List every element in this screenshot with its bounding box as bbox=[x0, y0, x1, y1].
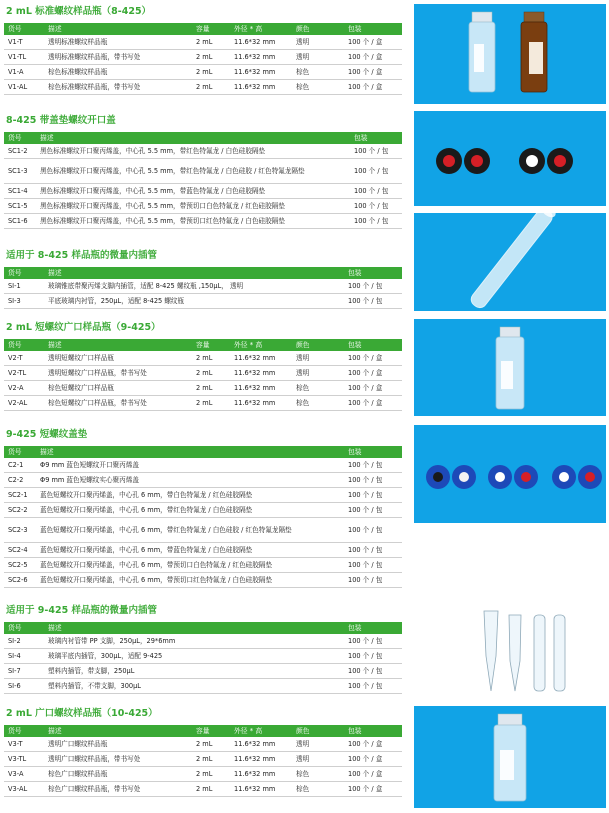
table-row bbox=[4, 80, 402, 95]
micro-inserts-image bbox=[414, 601, 606, 699]
cell-volume: 2 mL bbox=[192, 737, 230, 752]
cell-sku: SI-6 bbox=[4, 679, 44, 694]
cell-sku: SC1-3 bbox=[4, 159, 36, 184]
table-row bbox=[4, 50, 402, 65]
table-row bbox=[4, 503, 402, 518]
cell-volume: 2 mL bbox=[192, 366, 230, 381]
product-table bbox=[4, 446, 402, 588]
table-row bbox=[4, 473, 402, 488]
cell-sku: V2-A bbox=[4, 381, 44, 396]
cell-volume: 2 mL bbox=[192, 767, 230, 782]
cell-sku: SC2-1 bbox=[4, 488, 36, 503]
blue-caps-image bbox=[414, 425, 606, 523]
cell-pack: 100 个 / 盒 bbox=[344, 396, 402, 411]
section-si-9425 bbox=[4, 603, 402, 694]
cell-size: 11.6*32 mm bbox=[230, 767, 292, 782]
table-row bbox=[4, 144, 402, 159]
photo-inserts-si2 bbox=[414, 601, 606, 699]
cell-sku: V1-T bbox=[4, 35, 44, 50]
cell-size: 11.6*32 mm bbox=[230, 752, 292, 767]
cell-desc: 蓝色短螺纹开口聚丙烯盖，中心孔 6 mm，带预切口白色特氟龙 / 红色硅胶隔垫 bbox=[36, 558, 344, 573]
table-row bbox=[4, 199, 402, 214]
table-row bbox=[4, 664, 402, 679]
cell-sku: V3-TL bbox=[4, 752, 44, 767]
cell-sku: SC2-6 bbox=[4, 573, 36, 588]
cell-size: 11.6*32 mm bbox=[230, 737, 292, 752]
cell-desc: 透明标准螺纹样品瓶 bbox=[44, 35, 192, 50]
table-row bbox=[4, 351, 402, 366]
product-table bbox=[4, 339, 402, 411]
cell-desc: 棕色短螺纹广口样品瓶，带书写处 bbox=[44, 396, 192, 411]
cell-desc: 塑料内插管，不带支脚，300µL bbox=[44, 679, 344, 694]
cell-sku: SI-4 bbox=[4, 649, 44, 664]
cell-pack: 100 个 / 包 bbox=[344, 488, 402, 503]
cell-sku: C2-2 bbox=[4, 473, 36, 488]
cell-desc: 黑色标准螺纹开口聚丙烯盖，中心孔 5.5 mm，带红色特氟龙 / 白色硅胶 / 红色特氟龙隔垫 bbox=[36, 159, 350, 184]
table-row bbox=[4, 737, 402, 752]
product-table bbox=[4, 132, 402, 229]
section-title: 2 mL 标准螺纹样品瓶（8-425） bbox=[6, 6, 152, 17]
cell-desc: 玻璃锥底带聚丙烯支脚内插管，适配 8-425 螺纹瓶 ,150µL， 透明 bbox=[44, 279, 344, 294]
cell-sku: SC1-5 bbox=[4, 199, 36, 214]
cell-pack: 100 个 / 盒 bbox=[344, 65, 402, 80]
cell-sku: SC2-2 bbox=[4, 503, 36, 518]
col-header: 包装 bbox=[344, 267, 402, 279]
cell-pack: 100 个 / 包 bbox=[344, 664, 402, 679]
cell-pack: 100 个 / 盒 bbox=[344, 381, 402, 396]
cell-pack: 100 个 / 包 bbox=[344, 543, 402, 558]
product-table bbox=[4, 622, 402, 694]
col-header: 包装 bbox=[344, 339, 402, 351]
cell-desc: 蓝色短螺纹开口聚丙烯盖，中心孔 6 mm，带蓝色特氟龙 / 白色硅胶隔垫 bbox=[36, 543, 344, 558]
cell-pack: 100 个 / 包 bbox=[350, 199, 402, 214]
cell-color: 棕色 bbox=[292, 65, 344, 80]
cell-pack: 100 个 / 包 bbox=[344, 294, 402, 309]
col-header: 描述 bbox=[36, 132, 350, 144]
cell-size: 11.6*32 mm bbox=[230, 396, 292, 411]
cell-desc: 透明广口螺纹样品瓶 bbox=[44, 737, 192, 752]
cell-size: 11.6*32 mm bbox=[230, 65, 292, 80]
cell-color: 棕色 bbox=[292, 782, 344, 797]
table-row bbox=[4, 782, 402, 797]
cell-sku: V2-AL bbox=[4, 396, 44, 411]
cell-desc: 棕色标准螺纹样品瓶，带书写处 bbox=[44, 80, 192, 95]
cell-pack: 100 个 / 盒 bbox=[344, 35, 402, 50]
cell-size: 11.6*32 mm bbox=[230, 351, 292, 366]
col-header: 容量 bbox=[192, 339, 230, 351]
cell-desc: 平底玻璃内衬管，250µL，适配 8-425 螺纹瓶 bbox=[44, 294, 344, 309]
cell-desc: 透明短螺纹广口样品瓶 bbox=[44, 351, 192, 366]
cell-color: 棕色 bbox=[292, 80, 344, 95]
cell-pack: 100 个 / 包 bbox=[344, 573, 402, 588]
cell-color: 透明 bbox=[292, 752, 344, 767]
section-title: 2 mL 短螺纹广口样品瓶（9-425） bbox=[6, 322, 161, 333]
photo-insert-si1 bbox=[414, 213, 606, 311]
cell-pack: 100 个 / 盒 bbox=[344, 80, 402, 95]
cell-sku: SC1-6 bbox=[4, 214, 36, 229]
cell-sku: SI-2 bbox=[4, 634, 44, 649]
short-thread-vial-image bbox=[414, 319, 606, 416]
cell-sku: SI-3 bbox=[4, 294, 44, 309]
table-row bbox=[4, 543, 402, 558]
cell-desc: 塑料内插管，带支脚，250µL bbox=[44, 664, 344, 679]
cell-pack: 100 个 / 包 bbox=[350, 214, 402, 229]
cell-sku: SI-1 bbox=[4, 279, 44, 294]
col-header: 包装 bbox=[344, 446, 402, 458]
table-row bbox=[4, 634, 402, 649]
table-row bbox=[4, 558, 402, 573]
table-row bbox=[4, 366, 402, 381]
cell-pack: 100 个 / 包 bbox=[344, 558, 402, 573]
col-header: 货号 bbox=[4, 23, 44, 35]
cell-pack: 100 个 / 包 bbox=[344, 679, 402, 694]
section-title: 2 mL 广口螺纹样品瓶（10-425） bbox=[6, 708, 158, 719]
table-header-row bbox=[4, 267, 402, 279]
cell-sku: SI-7 bbox=[4, 664, 44, 679]
cell-pack: 100 个 / 包 bbox=[344, 458, 402, 473]
cell-volume: 2 mL bbox=[192, 782, 230, 797]
table-row bbox=[4, 279, 402, 294]
cell-volume: 2 mL bbox=[192, 65, 230, 80]
cell-color: 透明 bbox=[292, 351, 344, 366]
cell-volume: 2 mL bbox=[192, 381, 230, 396]
cell-sku: V3-A bbox=[4, 767, 44, 782]
section-sc2 bbox=[4, 427, 402, 588]
col-header: 货号 bbox=[4, 339, 44, 351]
section-v2 bbox=[4, 320, 402, 411]
table-row bbox=[4, 159, 402, 184]
table-header-row bbox=[4, 132, 402, 144]
cell-desc: 蓝色短螺纹开口聚丙烯盖，中心孔 6 mm，带白色特氟龙 / 红色硅胶隔垫 bbox=[36, 488, 344, 503]
cell-size: 11.6*32 mm bbox=[230, 35, 292, 50]
cell-size: 11.6*32 mm bbox=[230, 50, 292, 65]
col-header: 货号 bbox=[4, 446, 36, 458]
col-header: 颜色 bbox=[292, 23, 344, 35]
col-header: 描述 bbox=[44, 23, 192, 35]
col-header: 描述 bbox=[36, 446, 344, 458]
product-table bbox=[4, 725, 402, 797]
table-row bbox=[4, 381, 402, 396]
table-row bbox=[4, 294, 402, 309]
table-row bbox=[4, 458, 402, 473]
col-header: 货号 bbox=[4, 132, 36, 144]
cell-desc: 棕色广口螺纹样品瓶，带书写处 bbox=[44, 782, 192, 797]
cell-size: 11.6*32 mm bbox=[230, 381, 292, 396]
section-title: 8-425 带盖垫螺纹开口盖 bbox=[6, 115, 116, 126]
cell-sku: V2-TL bbox=[4, 366, 44, 381]
section-title: 9-425 短螺纹盖垫 bbox=[6, 429, 88, 440]
section-sc1 bbox=[4, 113, 402, 229]
cell-pack: 100 个 / 包 bbox=[344, 649, 402, 664]
table-row bbox=[4, 396, 402, 411]
table-header-row bbox=[4, 622, 402, 634]
cell-pack: 100 个 / 盒 bbox=[344, 366, 402, 381]
cell-pack: 100 个 / 盒 bbox=[344, 767, 402, 782]
col-header: 外径 * 高 bbox=[230, 23, 292, 35]
cell-pack: 100 个 / 包 bbox=[344, 634, 402, 649]
cell-sku: SC2-5 bbox=[4, 558, 36, 573]
cell-desc: 玻璃平底内插管，300µL，适配 9-425 bbox=[44, 649, 344, 664]
cell-size: 11.6*32 mm bbox=[230, 366, 292, 381]
col-header: 描述 bbox=[44, 622, 344, 634]
table-row bbox=[4, 573, 402, 588]
col-header: 外径 * 高 bbox=[230, 725, 292, 737]
cell-sku: SC2-3 bbox=[4, 518, 36, 543]
cell-pack: 100 个 / 盒 bbox=[344, 782, 402, 797]
cell-color: 棕色 bbox=[292, 767, 344, 782]
cell-pack: 100 个 / 盒 bbox=[344, 752, 402, 767]
col-header: 包装 bbox=[344, 725, 402, 737]
col-header: 描述 bbox=[44, 267, 344, 279]
cell-volume: 2 mL bbox=[192, 351, 230, 366]
cell-desc: 玻璃内衬管带 PP 支脚，250µL，29*6mm bbox=[44, 634, 344, 649]
section-title: 适用于 9-425 样品瓶的微量内插管 bbox=[6, 605, 157, 616]
table-row bbox=[4, 752, 402, 767]
cell-sku: V1-A bbox=[4, 65, 44, 80]
cell-sku: SC2-4 bbox=[4, 543, 36, 558]
cell-sku: C2-1 bbox=[4, 458, 36, 473]
photo-vials-v1 bbox=[414, 4, 606, 104]
cell-pack: 100 个 / 盒 bbox=[344, 737, 402, 752]
section-title: 适用于 8-425 样品瓶的微量内插管 bbox=[6, 250, 157, 261]
col-header: 颜色 bbox=[292, 725, 344, 737]
cell-sku: V2-T bbox=[4, 351, 44, 366]
col-header: 描述 bbox=[44, 725, 192, 737]
glass-insert-image bbox=[414, 213, 606, 311]
photo-vial-v2 bbox=[414, 319, 606, 416]
col-header: 容量 bbox=[192, 23, 230, 35]
cell-sku: V3-AL bbox=[4, 782, 44, 797]
cell-desc: 黑色标准螺纹开口聚丙烯盖，中心孔 5.5 mm，带预切口红色特氟龙 / 白色硅胶隔垫 bbox=[36, 214, 350, 229]
cell-pack: 100 个 / 包 bbox=[344, 518, 402, 543]
photo-vial-v3 bbox=[414, 706, 606, 808]
cell-pack: 100 个 / 包 bbox=[344, 473, 402, 488]
vial-pair-image bbox=[414, 4, 606, 104]
black-caps-image bbox=[414, 111, 606, 206]
cell-desc: 透明短螺纹广口样品瓶，带书写处 bbox=[44, 366, 192, 381]
table-row bbox=[4, 518, 402, 543]
cell-desc: Φ9 mm 蓝色短螺纹实心聚丙烯盖 bbox=[36, 473, 344, 488]
cell-size: 11.6*32 mm bbox=[230, 782, 292, 797]
cell-color: 棕色 bbox=[292, 396, 344, 411]
table-header-row bbox=[4, 23, 402, 35]
col-header: 描述 bbox=[44, 339, 192, 351]
table-row bbox=[4, 65, 402, 80]
cell-pack: 100 个 / 盒 bbox=[344, 50, 402, 65]
product-table bbox=[4, 23, 402, 95]
cell-sku: V1-TL bbox=[4, 50, 44, 65]
col-header: 货号 bbox=[4, 725, 44, 737]
cell-color: 棕色 bbox=[292, 381, 344, 396]
photo-caps-sc1 bbox=[414, 111, 606, 206]
cell-desc: 棕色标准螺纹样品瓶 bbox=[44, 65, 192, 80]
product-table bbox=[4, 267, 402, 309]
cell-volume: 2 mL bbox=[192, 50, 230, 65]
wide-mouth-vial-image bbox=[414, 706, 606, 808]
cell-desc: Φ9 mm 蓝色短螺纹开口聚丙烯盖 bbox=[36, 458, 344, 473]
cell-color: 透明 bbox=[292, 50, 344, 65]
cell-color: 透明 bbox=[292, 35, 344, 50]
cell-desc: 黑色标准螺纹开口聚丙烯盖，中心孔 5.5 mm，带蓝色特氟龙 / 白色硅胶隔垫 bbox=[36, 184, 350, 199]
table-header-row bbox=[4, 339, 402, 351]
cell-desc: 黑色标准螺纹开口聚丙烯盖，中心孔 5.5 mm，带预切口白色特氟龙 / 红色硅胶隔垫 bbox=[36, 199, 350, 214]
cell-volume: 2 mL bbox=[192, 35, 230, 50]
section-si-8425 bbox=[4, 248, 402, 309]
col-header: 货号 bbox=[4, 622, 44, 634]
cell-pack: 100 个 / 包 bbox=[350, 144, 402, 159]
col-header: 包装 bbox=[344, 23, 402, 35]
cell-volume: 2 mL bbox=[192, 80, 230, 95]
photo-caps-sc2 bbox=[414, 425, 606, 523]
cell-color: 透明 bbox=[292, 737, 344, 752]
table-row bbox=[4, 649, 402, 664]
col-header: 容量 bbox=[192, 725, 230, 737]
cell-desc: 蓝色短螺纹开口聚丙烯盖，中心孔 6 mm，带红色特氟龙 / 白色硅胶隔垫 bbox=[36, 503, 344, 518]
cell-pack: 100 个 / 包 bbox=[350, 184, 402, 199]
cell-volume: 2 mL bbox=[192, 752, 230, 767]
cell-desc: 透明标准螺纹样品瓶，带书写处 bbox=[44, 50, 192, 65]
col-header: 包装 bbox=[344, 622, 402, 634]
cell-desc: 棕色短螺纹广口样品瓶 bbox=[44, 381, 192, 396]
cell-desc: 黑色标准螺纹开口聚丙烯盖，中心孔 5.5 mm，带红色特氟龙 / 白色硅胶隔垫 bbox=[36, 144, 350, 159]
table-header-row bbox=[4, 446, 402, 458]
table-row bbox=[4, 214, 402, 229]
col-header: 包装 bbox=[350, 132, 402, 144]
cell-desc: 透明广口螺纹样品瓶，带书写处 bbox=[44, 752, 192, 767]
table-row bbox=[4, 184, 402, 199]
section-v3 bbox=[4, 706, 402, 797]
table-header-row bbox=[4, 725, 402, 737]
col-header: 颜色 bbox=[292, 339, 344, 351]
cell-desc: 棕色广口螺纹样品瓶 bbox=[44, 767, 192, 782]
cell-pack: 100 个 / 包 bbox=[344, 503, 402, 518]
cell-pack: 100 个 / 盒 bbox=[344, 351, 402, 366]
table-row bbox=[4, 767, 402, 782]
cell-desc: 蓝色短螺纹开口聚丙烯盖，中心孔 6 mm，带预切口红色特氟龙 / 白色硅胶隔垫 bbox=[36, 573, 344, 588]
cell-pack: 100 个 / 包 bbox=[344, 279, 402, 294]
col-header: 外径 * 高 bbox=[230, 339, 292, 351]
cell-size: 11.6*32 mm bbox=[230, 80, 292, 95]
cell-color: 透明 bbox=[292, 366, 344, 381]
table-row bbox=[4, 488, 402, 503]
cell-sku: V1-AL bbox=[4, 80, 44, 95]
col-header: 货号 bbox=[4, 267, 44, 279]
cell-sku: V3-T bbox=[4, 737, 44, 752]
section-v1 bbox=[4, 4, 402, 95]
cell-pack: 100 个 / 包 bbox=[350, 159, 402, 184]
cell-sku: SC1-2 bbox=[4, 144, 36, 159]
table-row bbox=[4, 35, 402, 50]
cell-sku: SC1-4 bbox=[4, 184, 36, 199]
table-row bbox=[4, 679, 402, 694]
cell-volume: 2 mL bbox=[192, 396, 230, 411]
cell-desc: 蓝色短螺纹开口聚丙烯盖，中心孔 6 mm，带红色特氟龙 / 白色硅胶 / 红色特氟龙隔垫 bbox=[36, 518, 344, 543]
